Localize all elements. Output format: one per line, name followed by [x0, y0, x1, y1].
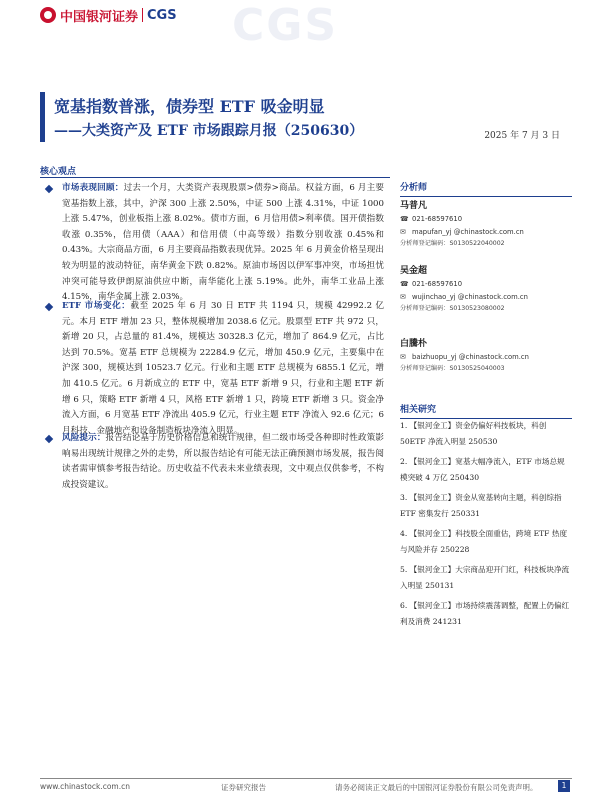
- report-date: 2025 年 7 月 3 日: [484, 131, 560, 141]
- market-review-lead: 市场表现回顾：: [62, 183, 124, 193]
- analyst-name: 马普凡: [400, 201, 428, 211]
- risk-paragraph: [62, 431, 384, 493]
- analyst-email-row: [400, 225, 572, 238]
- market-review-paragraph: [62, 181, 384, 306]
- footer-website[interactable]: www.chinastock.com.cn: [40, 782, 130, 791]
- company-logo: [40, 4, 177, 26]
- bullet-diamond-icon: [45, 303, 53, 311]
- core-views-divider: [40, 177, 390, 178]
- analyst-phone: 021-68597610: [412, 214, 463, 223]
- page-number: 1: [558, 780, 570, 792]
- analyst-cert: 分析师登记编码：S0130525040003: [400, 365, 505, 372]
- logo-mark-icon: [40, 7, 56, 23]
- analyst-card: [400, 263, 572, 315]
- risk-lead: 风险提示：: [62, 433, 106, 443]
- analyst-email[interactable]: wujinchao_yj @chinastock.com.cn: [412, 292, 528, 301]
- title-accent-bar: [40, 92, 45, 142]
- email-icon: ✉: [400, 292, 406, 301]
- related-research-item[interactable]: 5. 【银河金工】大宗商品迎开门红，科技板块净流入明显 250131: [400, 565, 570, 590]
- analyst-email[interactable]: baizhuopu_yj @chinastock.com.cn: [412, 352, 529, 361]
- analyst-cert: 分析师登记编码：S0130522040002: [400, 240, 505, 247]
- analyst-email[interactable]: mapufan_yj @chinastock.com.cn: [412, 227, 524, 236]
- analyst-card: [400, 336, 572, 375]
- risk-text: 报告结论基于历史价格信息和统计规律，但二级市场受各种即时性政策影响易出现统计规律之外的走势，所以报告结论有可能无法正确预测市场发展，报告阅读者需审慎参考报告结论。历史收益不代表未来业绩表现，文中观点仅供参考，不构成投资建议。: [62, 433, 384, 490]
- analyst-card: [400, 198, 572, 250]
- core-views-heading: 核心观点: [40, 167, 77, 177]
- related-research-item[interactable]: 2. 【银河金工】宽基大幅净流入，ETF 市场总规模突破 4 万亿 250430: [400, 457, 565, 482]
- analyst-name: 白騰朴: [400, 339, 428, 349]
- related-research-item[interactable]: 1. 【银河金工】资金仍偏好科技板块，科创 50ETF 净流入明显 250530: [400, 421, 547, 446]
- analyst-phone-row: [400, 212, 572, 225]
- analyst-cert: 分析师登记编码：S0130523080002: [400, 305, 505, 312]
- related-research-item[interactable]: 3. 【银河金工】资金从宽基转向主题，科创综指 ETF 密集发行 250331: [400, 493, 562, 518]
- footer-report-type: 证券研究报告: [221, 783, 266, 792]
- logo-cn-text: 中国银河证券: [60, 9, 139, 25]
- logo-divider: [142, 8, 143, 22]
- page-header: [0, 0, 600, 62]
- related-research-item[interactable]: 6. 【银河金工】市场持续震荡调整，配置上仍偏红利及消费 241231: [400, 601, 570, 626]
- analyst-name: 吴金超: [400, 266, 428, 276]
- bullet-diamond-icon: [45, 185, 53, 193]
- phone-icon: ☎: [400, 214, 409, 223]
- footer-divider: [40, 778, 572, 779]
- email-icon: ✉: [400, 227, 406, 236]
- analysts-heading: 分析师: [400, 180, 572, 197]
- report-subtitle: ——大类资产及 ETF 市场跟踪月报（250630）: [54, 123, 364, 139]
- market-review-text: 过去一个月，大类资产表现股票>债券>商品。权益方面，6 月主要宽基指数上涨，其中，沪深 300 上涨 2.50%，中证 500 上涨 4.31%，中证 1000 上涨 5.47%，创业板指上涨 8.02%。债市方面，6 月信用债>利率债。国开债指数收涨 0.35%，信用债（AAA）和信用债（中高等级）指数分别收涨 0.45%和 0.43%。大宗商品方面，6 月主要商品指数表现优异。2025 年 6 月黄金价格呈现出较为明显的波动特征，南华黄金下跌 0.82%。原油市场因以伊军事冲突，市场担忧冲突可能导致伊朗原油供应中断，南华能化上涨 5.19%。此外，南华工业品上涨 4.15%，南华金属上涨 2.03%。: [62, 183, 384, 303]
- analyst-phone-row: [400, 277, 572, 290]
- report-title: 宽基指数普涨，债券型 ETF 吸金明显: [54, 97, 325, 116]
- etf-change-lead: ETF 市场变化：: [62, 301, 131, 311]
- email-icon: ✉: [400, 352, 406, 361]
- related-research-item[interactable]: 4. 【银河金工】科技股全面重估，跨境 ETF 热度与风险并存 250228: [400, 529, 568, 554]
- bullet-diamond-icon: [45, 435, 53, 443]
- logo-en-text: CGS: [147, 7, 177, 23]
- analyst-email-row: [400, 290, 572, 303]
- related-research-heading: 相关研究: [400, 402, 572, 419]
- footer-disclaimer: 请务必阅读正文最后的中国银河证券股份有限公司免责声明。: [335, 783, 538, 792]
- phone-icon: ☎: [400, 279, 409, 288]
- analyst-email-row: [400, 350, 572, 363]
- analyst-phone: 021-68597610: [412, 279, 463, 288]
- etf-change-paragraph: [62, 299, 384, 439]
- header-watermark: CGS: [232, 0, 339, 51]
- etf-change-text: 截至 2025 年 6 月 30 日 ETF 共 1194 只，规模 42992.2 亿元。本月 ETF 增加 23 只，整体规模增加 2038.6 亿元。股票型 ETF 共 972 只，新增 20 只，占总量的 81.4%，规模达 30328.3 亿元，增加了 864.9 亿元，占比达到 70.5%。宽基 ETF 总规模为 22284.9 亿元，增加 450.9 亿元，主要集中在沪深 300，规模达到 10523.7 亿元。行业和主题 ETF 总规模为 6855.1 亿元，增加 410.5 亿元。6 月新成立的 ETF 中，宽基 ETF 新增 9 只，行业和主题 ETF 新增 6 只，策略 ETF 新增 4 只，风格 ETF 新增 1 只，跨境 ETF 新增 3 只。资金净流入方面，6 月宽基 ETF 净流出 405.9 亿元，行业主题 ETF 净流入 92.6 亿元；6 月科技、金融地产和设备制造板块净流入明显。: [62, 301, 384, 436]
